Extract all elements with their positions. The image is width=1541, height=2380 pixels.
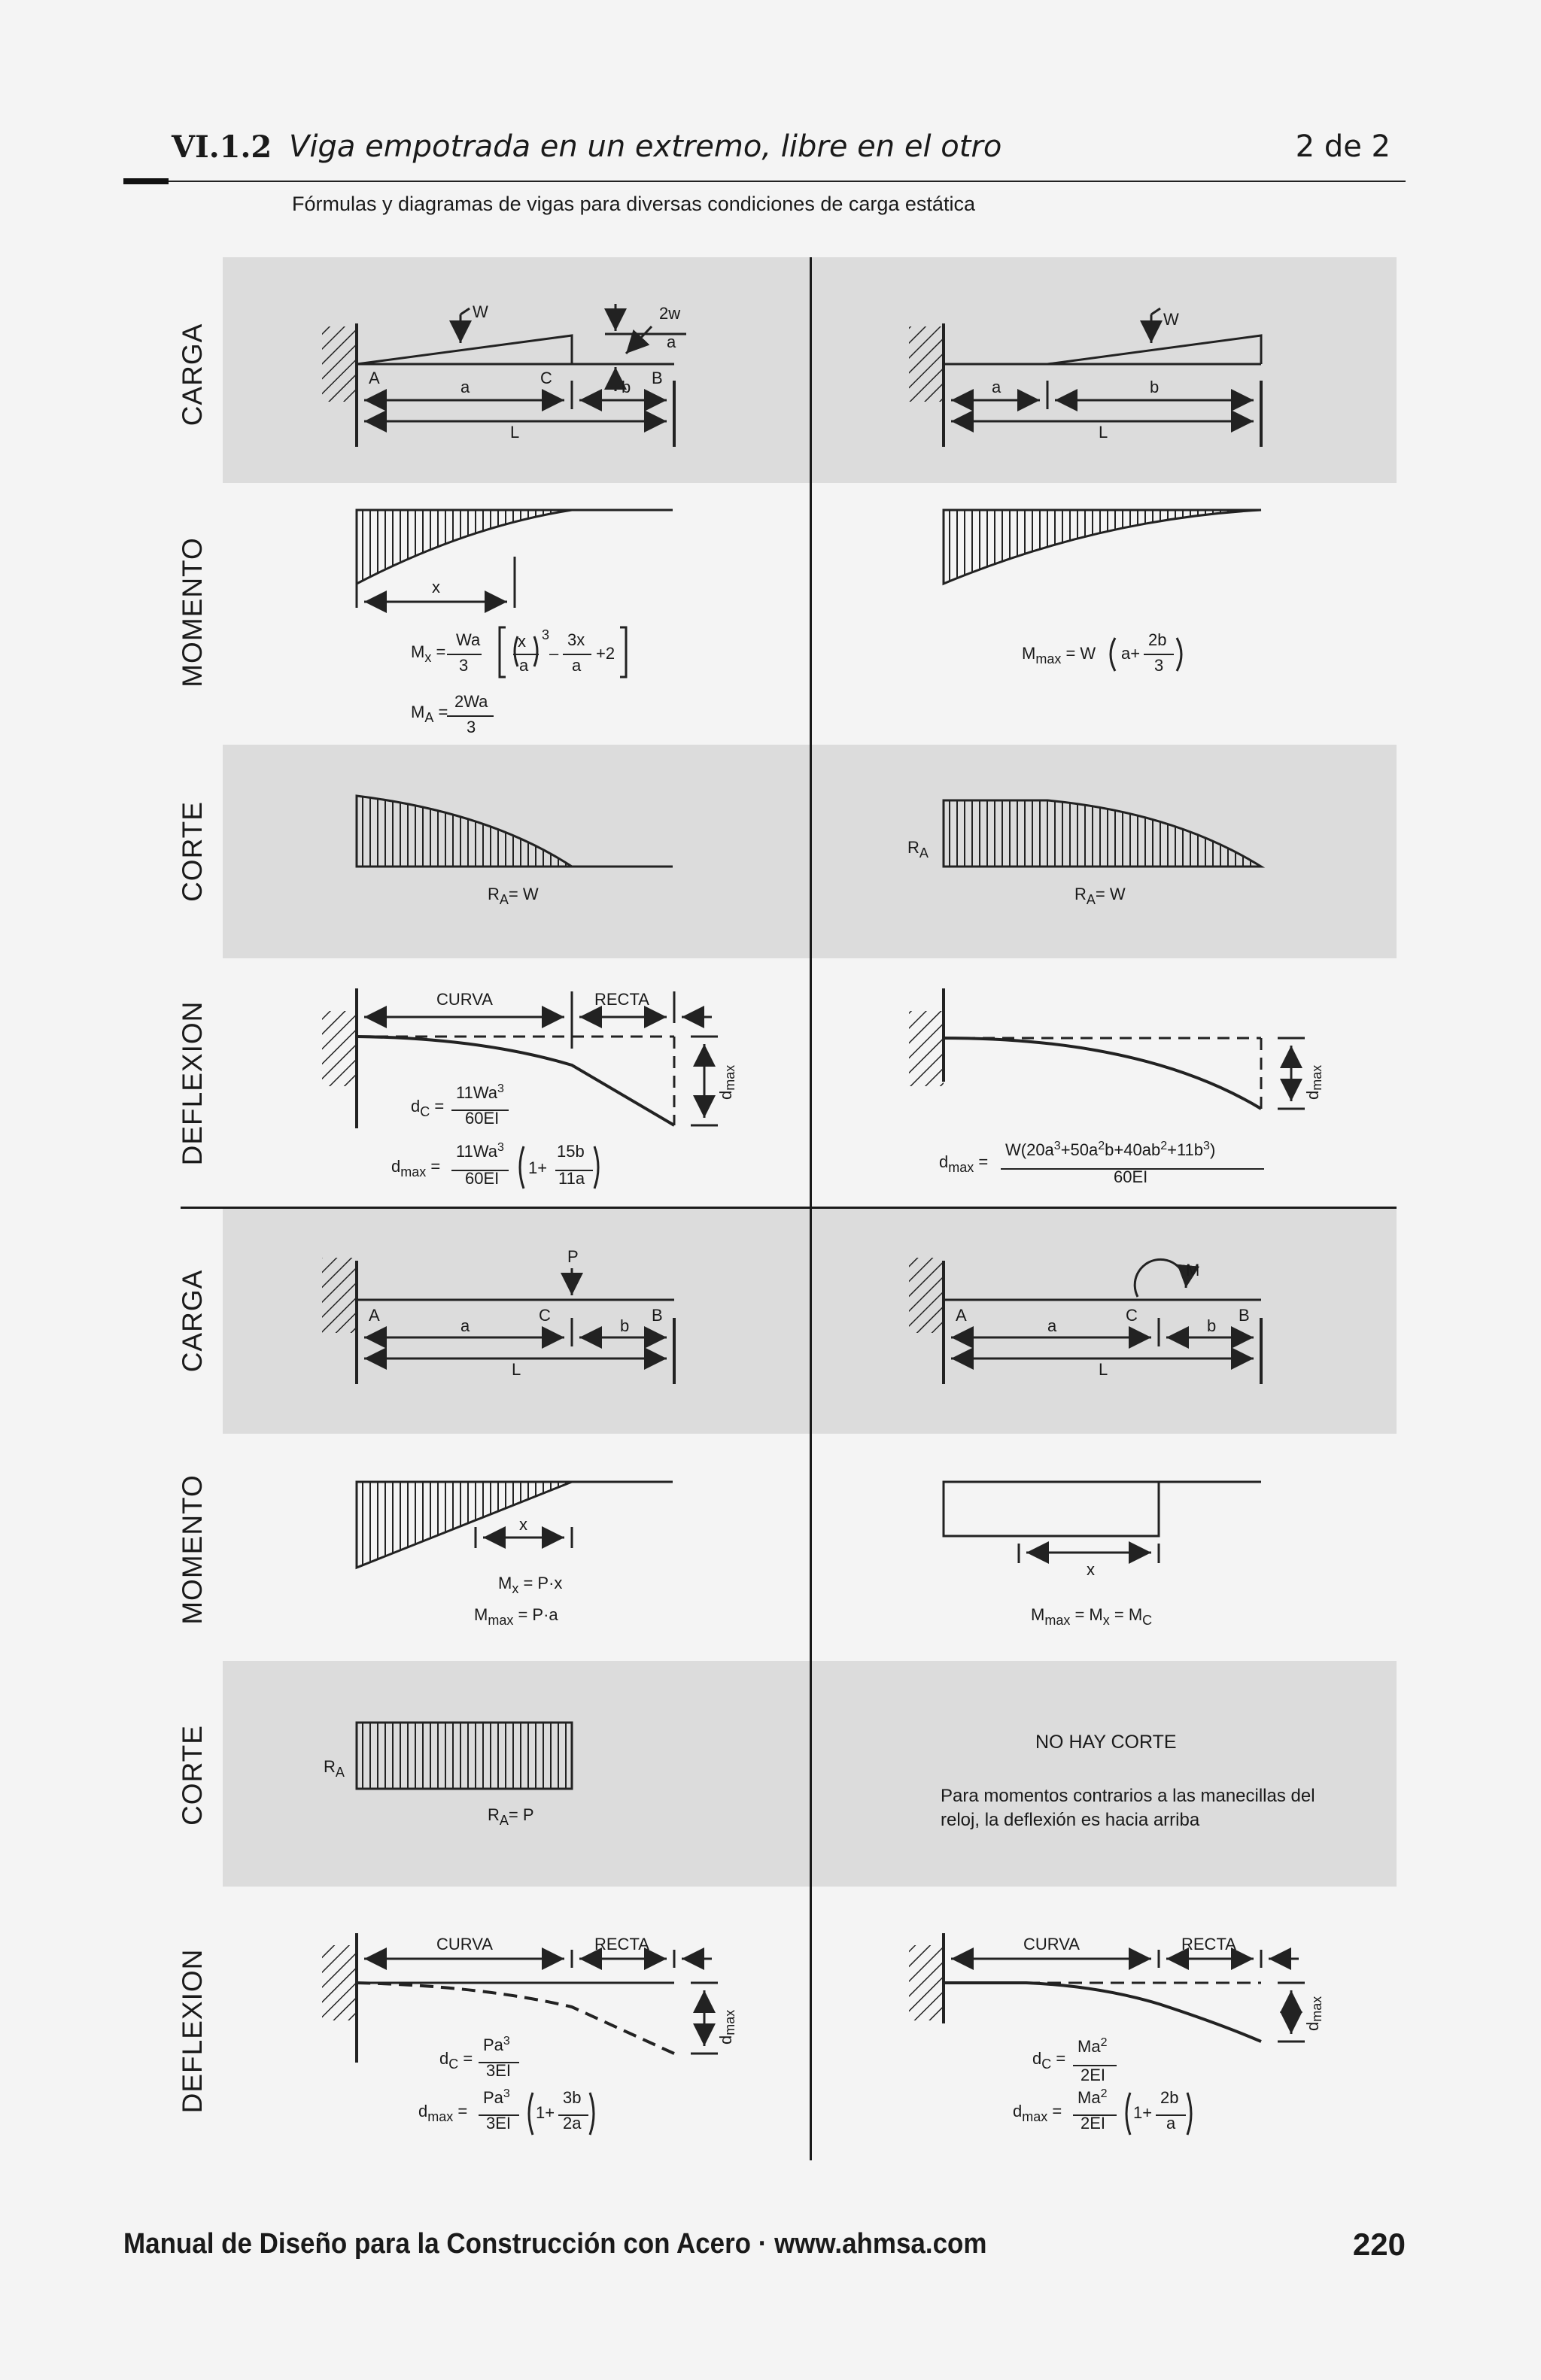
case1-deflection-diagram bbox=[322, 988, 718, 1188]
formula-dmax-case4: $d_{max}$ = bbox=[1013, 2102, 1062, 2124]
svg-text:3: 3 bbox=[542, 627, 550, 642]
label-x-3: x bbox=[519, 1515, 527, 1534]
svg-text:2EI: 2EI bbox=[1081, 2066, 1106, 2084]
label-A-1: A bbox=[369, 369, 380, 387]
label-dmax-4: dmax bbox=[1303, 1996, 1324, 2031]
formula-mx-case3: $M_x = P\cdot x$ bbox=[498, 1574, 563, 1596]
formula-mmax-case4: $M_{max} = M_x = M_C$ bbox=[1031, 1605, 1153, 1628]
label-recta-3: RECTA bbox=[594, 1935, 649, 1953]
label-B-3: B bbox=[652, 1306, 663, 1325]
svg-text:2Wa: 2Wa bbox=[454, 692, 488, 711]
label-x-1: x bbox=[432, 578, 440, 597]
label-a-3: a bbox=[460, 1316, 470, 1335]
page-count: 2 de 2 bbox=[1295, 129, 1391, 164]
label-L-3: L bbox=[512, 1360, 521, 1379]
label-recta-4: RECTA bbox=[1181, 1935, 1236, 1953]
label-RA-case2: $R_A$ bbox=[907, 838, 929, 861]
label-M: M bbox=[1186, 1261, 1200, 1280]
svg-text:11Wa3: 11Wa$^3$ bbox=[456, 1141, 504, 1161]
label-a-1: a bbox=[460, 378, 470, 396]
label-C-3: C bbox=[539, 1306, 551, 1325]
page-title: Viga empotrada en un extremo, libre en el otro bbox=[289, 129, 1002, 164]
svg-text:3: 3 bbox=[1154, 656, 1164, 675]
label-L-2: L bbox=[1099, 423, 1108, 442]
case2-load-diagram bbox=[909, 308, 1261, 447]
svg-text:Ma2: Ma$^2$ bbox=[1077, 2087, 1108, 2107]
svg-text:11a: 11a bbox=[558, 1169, 585, 1188]
no-shear-note: Para momentos contrarios a las manecillas del reloj, la deflexión es hacia arriba bbox=[941, 1786, 1315, 1830]
formula-mx-case1: $M_x$ = bbox=[411, 642, 446, 665]
no-shear-title: NO HAY CORTE bbox=[1035, 1732, 1177, 1753]
label-L-1: L bbox=[510, 423, 520, 442]
svg-text:a+: a+ bbox=[1121, 644, 1141, 663]
formula-dmax-case3: $d_{max}$ = bbox=[418, 2102, 468, 2124]
section-number: VI.1.2 bbox=[172, 129, 272, 165]
svg-text:Wa: Wa bbox=[456, 630, 481, 649]
label-A-4: A bbox=[956, 1306, 967, 1325]
label-2w: 2w bbox=[659, 304, 681, 323]
svg-text:1+: 1+ bbox=[528, 1158, 548, 1177]
svg-text:a: a bbox=[519, 656, 529, 675]
formula-ma-case1: $M_A$ = bbox=[411, 703, 448, 725]
footer-text: Manual de Diseño para la Construcción con Acero · www.ahmsa.com bbox=[123, 2228, 987, 2260]
svg-text:x: x bbox=[518, 632, 526, 651]
svg-text:11Wa3: 11Wa$^3$ bbox=[456, 1082, 504, 1102]
svg-text:W(20a3+50a2b+40ab2+11b3): $W(20a^3+50a^2b+40ab^2+11b^3)$ bbox=[1005, 1140, 1216, 1159]
svg-text:2b: 2b bbox=[1160, 2088, 1179, 2107]
label-curva-4: CURVA bbox=[1023, 1935, 1080, 1953]
formula-ra-case2: $R_A= W$ bbox=[1074, 885, 1126, 907]
subtitle: Fórmulas y diagramas de vigas para diversas condiciones de carga estática bbox=[292, 193, 975, 215]
svg-text:1+: 1+ bbox=[1133, 2103, 1153, 2122]
label-A-3: A bbox=[369, 1306, 380, 1325]
svg-text:3x: 3x bbox=[567, 630, 585, 649]
case3-shear-diagram bbox=[357, 1723, 572, 1789]
svg-text:a: a bbox=[572, 656, 582, 675]
svg-text:3b: 3b bbox=[563, 2088, 582, 2107]
formula-dmax-case1: $d_{max}$ = bbox=[391, 1157, 441, 1179]
svg-text:60EI: 60EI bbox=[465, 1169, 500, 1188]
svg-text:1+: 1+ bbox=[536, 2103, 555, 2122]
label-b-3: b bbox=[620, 1316, 630, 1335]
label-dmax-3: dmax bbox=[716, 2009, 737, 2045]
label-b-2: b bbox=[1150, 378, 1160, 396]
case1-shear-diagram bbox=[357, 796, 673, 867]
label-B-1: B bbox=[652, 369, 663, 387]
label-b-1: b bbox=[622, 378, 631, 396]
formula-dmax-case2: $d_{max}$ = bbox=[939, 1152, 989, 1175]
label-curva-3: CURVA bbox=[436, 1935, 493, 1953]
label-dmax-2: dmax bbox=[1303, 1064, 1324, 1100]
label-C-1: C bbox=[540, 369, 552, 387]
formula-mmax-case3: $M_{max} = P\cdot a$ bbox=[474, 1605, 558, 1628]
label-L-4: L bbox=[1099, 1360, 1108, 1379]
formula-dc-case4: $d_C$ = bbox=[1032, 2049, 1066, 2072]
label-b-4: b bbox=[1207, 1316, 1217, 1335]
label-P: P bbox=[567, 1247, 579, 1266]
svg-text:2a: 2a bbox=[563, 2114, 582, 2133]
label-curva-1: CURVA bbox=[436, 990, 493, 1009]
case2-moment-diagram bbox=[944, 510, 1261, 671]
case3-moment-diagram bbox=[357, 1482, 673, 1568]
svg-text:3EI: 3EI bbox=[486, 2114, 512, 2133]
label-C-4: C bbox=[1126, 1306, 1138, 1325]
label-a-4: a bbox=[1047, 1316, 1057, 1335]
svg-text:2EI: 2EI bbox=[1081, 2114, 1106, 2133]
label-W-2: W bbox=[1163, 310, 1179, 329]
svg-text:60EI: 60EI bbox=[1114, 1167, 1148, 1186]
formula-mmax-case2: $M_{max} = W$ bbox=[1022, 644, 1096, 666]
label-B-4: B bbox=[1239, 1306, 1250, 1325]
page: VI.1.2 Viga empotrada en un extremo, libre en el otro 2 de 2 Fórmulas y diagramas de vigas para diversas condiciones de carga estática CARGA MOMENTO CORTE DEFLEXION CARGA MOMENTO CORTE DEFLEXION NO HAY CORTE Para momentos contrarios a las manecillas del reloj, la deflexión es hacia arriba W 2w a A C B a b L W a b L x $M_x$ = Wa 3 x a 3 – 3x a +2 $M_A$ = 2Wa 3 $M_{max} = W$ a+ 2b 3 $R_A= W$ $R_A$ $R_A= W$ CURVA RECTA dmax $d_C$ = $11Wa^3$ 60EI $d_{max}$ = $11Wa^3$ 60EI 1+ 15b 11a dmax $d_{max}$ = $W(20a^3+50a^2b+40ab^2+11b^3)$ 60EI P A C B a b L M A C B a b L x $M_x = P\cdot x$ $M_{max} = P\cdot a$ x $M_{max} = M_x = M_C$ $R_A$ $R_A= P$ CURVA RECTA dmax $d_C$ = $Pa^3$ 3EI $d_{max}$ = $Pa^3$ 3EI 1+ 3b 2a CURVA RECTA dmax $d_C$ = $Ma^2$ 2EI $d_{max}$ = $Ma^2$ 2EI 1+ 2b a Manual de Diseño para la Construcción con Acero · www.ahmsa.com 220 bbox=[0, 0, 1541, 2380]
label-W-1: W bbox=[473, 302, 488, 321]
formula-dc-case1: $d_C$ = bbox=[411, 1097, 445, 1119]
svg-text:3: 3 bbox=[459, 656, 469, 675]
label-a-2: a bbox=[992, 378, 1001, 396]
svg-text:a: a bbox=[1166, 2114, 1176, 2133]
svg-text:15b: 15b bbox=[557, 1142, 585, 1161]
formula-dc-case3: $d_C$ = bbox=[439, 2049, 473, 2072]
svg-text:+2: +2 bbox=[596, 644, 615, 663]
svg-text:3: 3 bbox=[467, 718, 476, 736]
label-x-4: x bbox=[1087, 1560, 1095, 1579]
label-dmax-1: dmax bbox=[716, 1064, 737, 1100]
case4-deflection-diagram bbox=[909, 1933, 1305, 2135]
case2-shear-diagram bbox=[944, 800, 1261, 867]
formula-ra-case3: $R_A= P$ bbox=[488, 1805, 534, 1828]
svg-text:3EI: 3EI bbox=[486, 2061, 512, 2080]
case4-moment-diagram bbox=[944, 1482, 1261, 1563]
svg-text:Ma2: Ma$^2$ bbox=[1077, 2036, 1108, 2056]
case1-moment-diagram bbox=[357, 510, 673, 716]
label-a-denominator: a bbox=[667, 332, 676, 351]
label-RA-case3: $R_A$ bbox=[324, 1757, 345, 1780]
svg-text:–: – bbox=[549, 644, 559, 663]
label-recta-1: RECTA bbox=[594, 990, 649, 1009]
case3-deflection-diagram bbox=[322, 1933, 718, 2135]
svg-text:Pa3: Pa$^3$ bbox=[483, 2035, 510, 2054]
svg-text:2b: 2b bbox=[1148, 630, 1167, 649]
page-number: 220 bbox=[1352, 2227, 1406, 2262]
formula-ra-case1: $R_A= W$ bbox=[488, 885, 539, 907]
svg-text:60EI: 60EI bbox=[465, 1109, 500, 1128]
svg-text:Pa3: Pa$^3$ bbox=[483, 2087, 510, 2107]
